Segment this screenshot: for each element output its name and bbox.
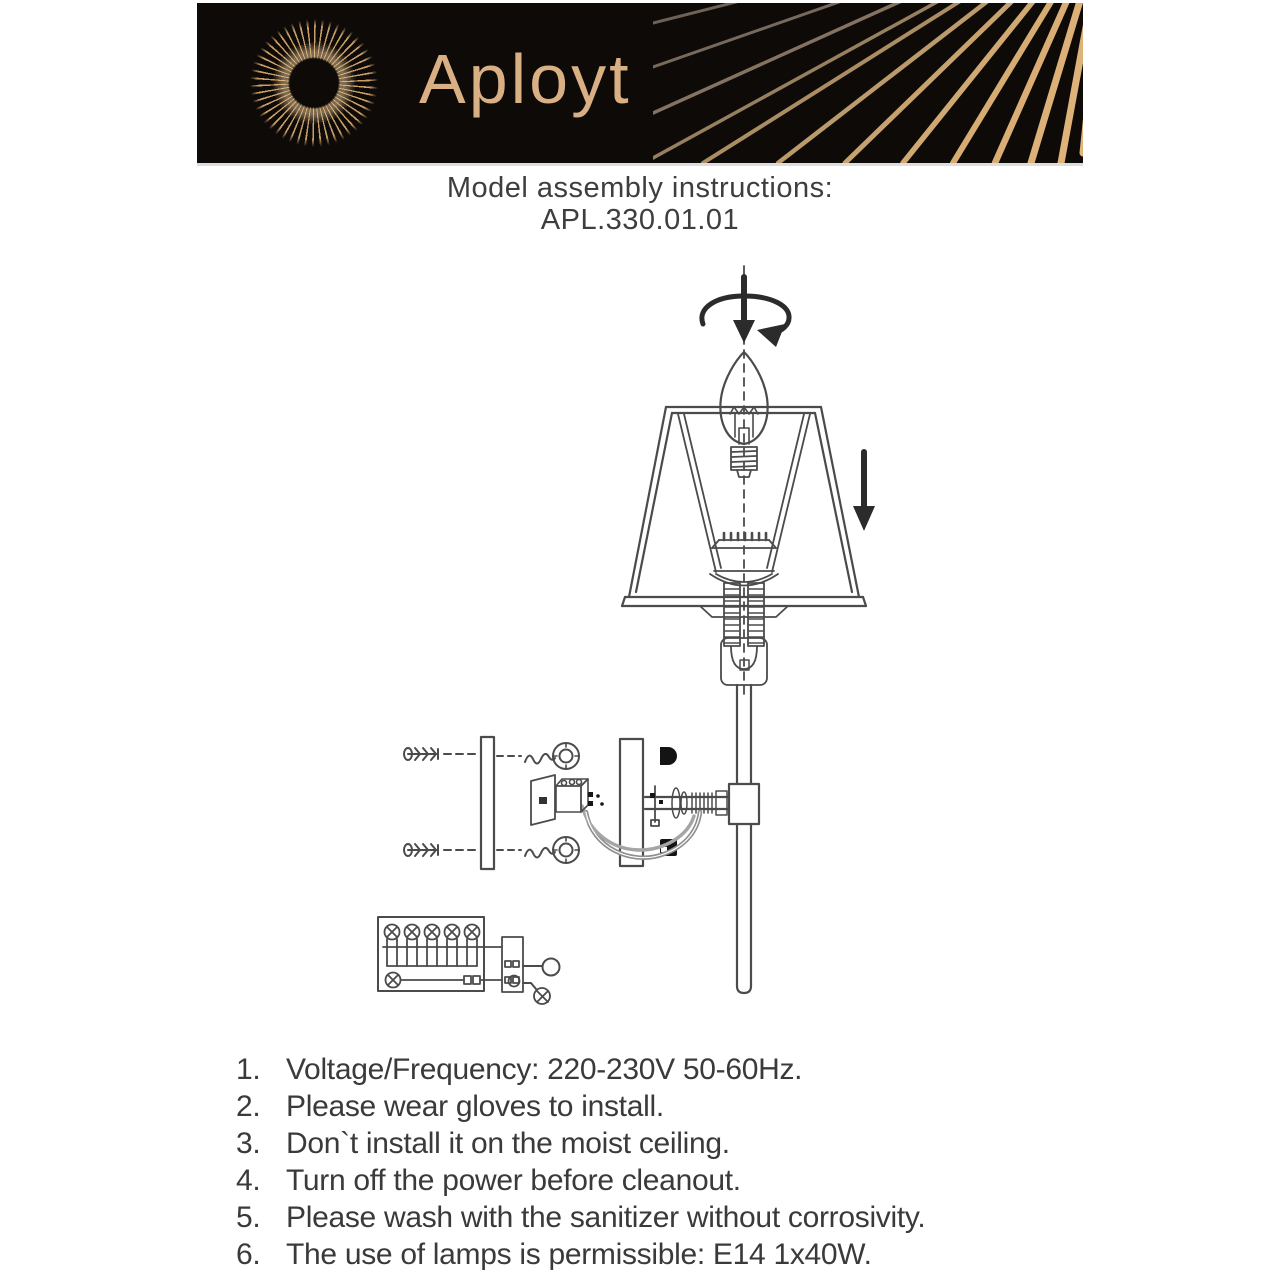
instruction-number: 3. [236, 1127, 261, 1160]
model-code: APL.330.01.01 [540, 204, 740, 236]
wall-anchor-top [404, 748, 479, 760]
instruction-item-4 [236, 1162, 1236, 1199]
wall-anchor-bottom [404, 844, 479, 856]
mounting-screw-top [497, 743, 579, 769]
corner-rays-icon [653, 3, 1083, 163]
lamp-contact-ground [534, 988, 550, 1004]
starburst-icon [247, 16, 381, 150]
page-title: Model assembly instructions: [446, 172, 834, 204]
wall-anchors [404, 748, 479, 856]
stem-rod [729, 685, 759, 993]
instruction-item-1 [236, 1051, 1236, 1088]
lamp-contact-open [543, 959, 560, 976]
instruction-number: 4. [236, 1164, 261, 1197]
screw-head-icon-top [660, 747, 677, 765]
instruction-number: 1. [236, 1053, 261, 1086]
instruction-text: Turn off the power before cleanout. [286, 1164, 741, 1197]
instruction-item-3 [236, 1125, 1236, 1162]
instruction-text: Please wash with the sanitizer without corrosivity. [286, 1201, 926, 1234]
instruction-text: Please wear gloves to install. [286, 1090, 664, 1123]
instruction-text: Don`t install it on the moist ceiling. [286, 1127, 730, 1160]
bulb-screw-base [731, 447, 757, 477]
mounting-bracket [481, 737, 494, 869]
assembly-diagram [370, 255, 890, 1015]
brand-wordmark: Aployt [419, 40, 632, 118]
arm-set-screw [651, 786, 659, 826]
wall-arm [645, 786, 729, 826]
terminal-block-diagram [378, 917, 560, 1004]
mounting-screw-bottom [497, 837, 579, 863]
luster-terminal [502, 937, 523, 992]
instruction-text: Voltage/Frequency: 220-230V 50-60Hz. [286, 1053, 803, 1086]
instruction-number: 6. [236, 1238, 261, 1271]
arm-joint [729, 784, 759, 824]
instruction-item-2 [236, 1088, 1236, 1125]
instruction-item-6 [236, 1236, 1236, 1273]
instruction-number: 5. [236, 1201, 261, 1234]
instruction-text: The use of lamps is permissible: E14 1x40W. [286, 1238, 872, 1271]
instruction-item-5 [236, 1199, 1236, 1236]
connector-block [556, 779, 604, 812]
brand-banner [197, 3, 1083, 163]
wall-switch [531, 775, 555, 825]
rotation-arrow [702, 277, 789, 347]
instruction-number: 2. [236, 1090, 261, 1123]
instructions-list [236, 1051, 1236, 1273]
down-arrow [853, 452, 875, 531]
